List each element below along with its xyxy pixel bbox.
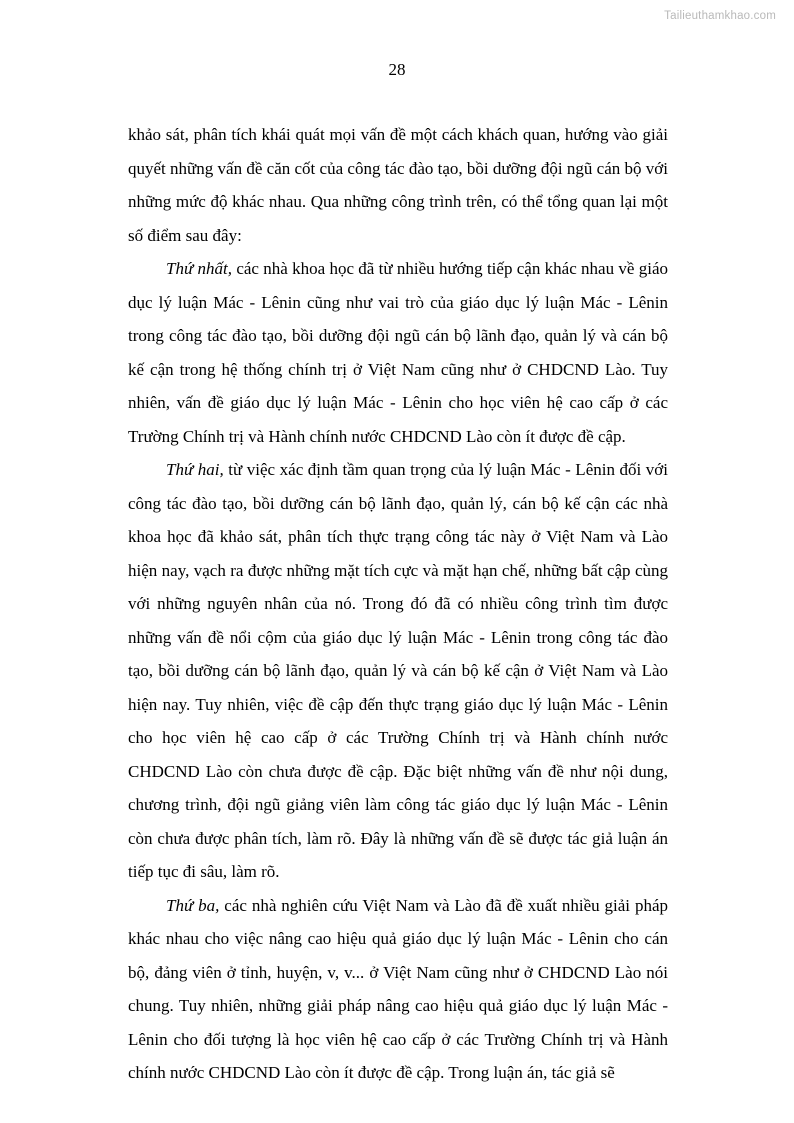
- paragraph-2-text: các nhà khoa học đã từ nhiều hướng tiếp cận khác nhau về giáo dục lý luận Mác - Lênin cũng như vai trò của giáo dục lý luận Mác - Lênin trong công tác đào tạo, bồi dưỡng đội ngũ cán bộ lãnh đạo, quản lý và cán bộ kế cận trong hệ thống chính trị ở Việt Nam cũng như ở CHDCND Lào. Tuy nhiên, vấn đề giáo dục lý luận Mác - Lênin cho học viên hệ cao cấp ở các Trường Chính trị và Hành chính nước CHDCND Lào còn ít được đề cập.: [128, 259, 669, 446]
- paragraph-2: [128, 252, 668, 453]
- paragraph-4-text: các nhà nghiên cứu Việt Nam và Lào đã đề xuất nhiều giải pháp khác nhau cho việc nâng cao hiệu quả giáo dục lý luận Mác - Lênin cho cán bộ, đảng viên ở tỉnh, huyện, v, v... ở Việt Nam cũng như ở CHDCND Lào nói chung. Tuy nhiên, những giải pháp nâng cao hiệu quả giáo dục lý luận Mác - Lênin cho đối tượng là học viên hệ cao cấp ở các Trường Chính trị và Hành chính nước CHDCND Lào còn ít được đề cập. Trong luận án, tác giả sẽ: [128, 895, 668, 1082]
- page-number: 28: [388, 60, 406, 79]
- paragraph-3-text: từ việc xác định tầm quan trọng của lý luận Mác - Lênin đối với công tác đào tạo, bồi dưỡng cán bộ lãnh đạo, quản lý, cán bộ kế cận các nhà khoa học đã khảo sát, phân tích thực trạng công tác này ở Việt Nam và Lào hiện nay, vạch ra được những mặt tích cực và mặt hạn chế, những bất cập cùng với những nguyên nhân của nó. Trong đó đã có nhiều công trình tìm được những vấn đề nổi cộm của giáo dục lý luận Mác - Lênin trong công tác đào tạo, bồi dưỡng cán bộ lãnh đạo, quản lý và cán bộ kế cận ở Việt Nam và Lào hiện nay. Tuy nhiên, việc đề cập đến thực trạng giáo dục lý luận Mác - Lênin cho học viên hệ cao cấp ở các Trường Chính trị và Hành chính nước CHDCND Lào còn chưa được đề cập. Đặc biệt những vấn đề như nội dung, chương trình, đội ngũ giảng viên làm công tác giáo dục lý luận Mác - Lênin còn chưa được phân tích, làm rõ. Đây là những vấn đề sẽ được tác giả luận án tiếp tục đi sâu, làm rõ.: [128, 460, 668, 881]
- watermark-text: Tailieuthamkhao.com: [664, 10, 776, 22]
- paragraph-1: [128, 118, 668, 252]
- paragraph-1-text: khảo sát, phân tích khái quát mọi vấn đề một cách khách quan, hướng vào giải quyết những vấn đề căn cốt của công tác đào tạo, bồi dưỡng đội ngũ cán bộ với những mức độ khác nhau. Qua những công trình trên, có thể tổng quan lại một số điểm sau đây:: [128, 125, 668, 245]
- paragraph-3: [128, 453, 668, 889]
- document-body: [128, 118, 668, 1090]
- paragraph-4-lead: Thứ ba,: [166, 895, 220, 915]
- paragraph-3-lead: Thứ hai,: [166, 460, 224, 479]
- paragraph-4: [128, 889, 668, 1090]
- paragraph-2-lead: Thứ nhất,: [166, 259, 233, 278]
